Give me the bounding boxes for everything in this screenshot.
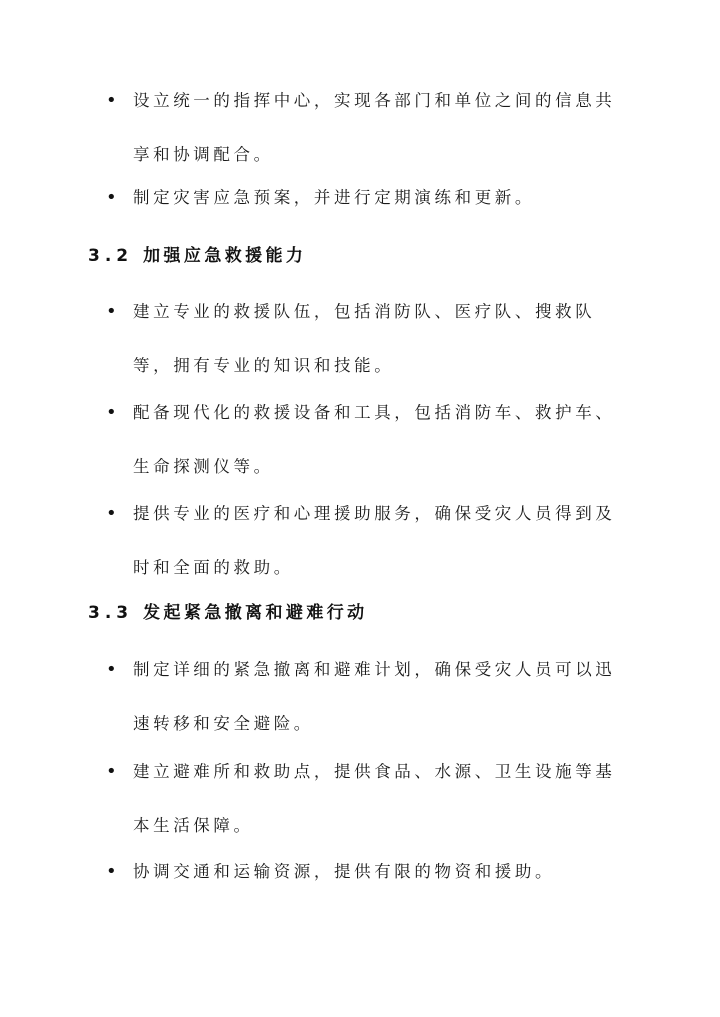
list-item — [106, 845, 626, 899]
list-item — [106, 386, 626, 494]
section-heading — [88, 241, 306, 271]
list-item-text: 建立专业的救援队伍，包括消防队、医疗队、搜救队等，拥有专业的知识和技能。 — [133, 302, 596, 375]
bullet-icon: • — [106, 402, 117, 423]
section-number: 3.2 — [88, 246, 134, 266]
list-item-text: 制定详细的紧急撤离和避难计划，确保受灾人员可以迅速转移和安全避险。 — [133, 660, 616, 733]
bullet-icon: • — [106, 761, 117, 782]
list-item-text: 提供专业的医疗和心理援助服务，确保受灾人员得到及时和全面的救助。 — [133, 504, 616, 577]
section-title: 加强应急救援能力 — [143, 246, 307, 266]
bullet-icon: • — [106, 659, 117, 680]
list-item-text: 协调交通和运输资源，提供有限的物资和援助。 — [133, 862, 556, 881]
list-item — [106, 745, 626, 853]
list-item — [106, 643, 626, 751]
list-item — [106, 74, 626, 182]
section-heading — [88, 598, 368, 628]
list-item-text: 建立避难所和救助点，提供食品、水源、卫生设施等基本生活保障。 — [133, 762, 616, 835]
bullet-icon: • — [106, 301, 117, 322]
list-item — [106, 171, 626, 225]
bullet-icon: • — [106, 187, 117, 208]
list-item-text: 设立统一的指挥中心，实现各部门和单位之间的信息共享和协调配合。 — [133, 91, 616, 164]
list-item — [106, 487, 626, 595]
section-number: 3.3 — [88, 603, 134, 623]
bullet-icon: • — [106, 861, 117, 882]
list-item-text: 制定灾害应急预案，并进行定期演练和更新。 — [133, 188, 535, 207]
bullet-icon: • — [106, 503, 117, 524]
list-item-text: 配备现代化的救援设备和工具，包括消防车、救护车、生命探测仪等。 — [133, 403, 616, 476]
bullet-icon: • — [106, 90, 117, 111]
section-title: 发起紧急撤离和避难行动 — [143, 603, 368, 623]
list-item — [106, 285, 626, 393]
